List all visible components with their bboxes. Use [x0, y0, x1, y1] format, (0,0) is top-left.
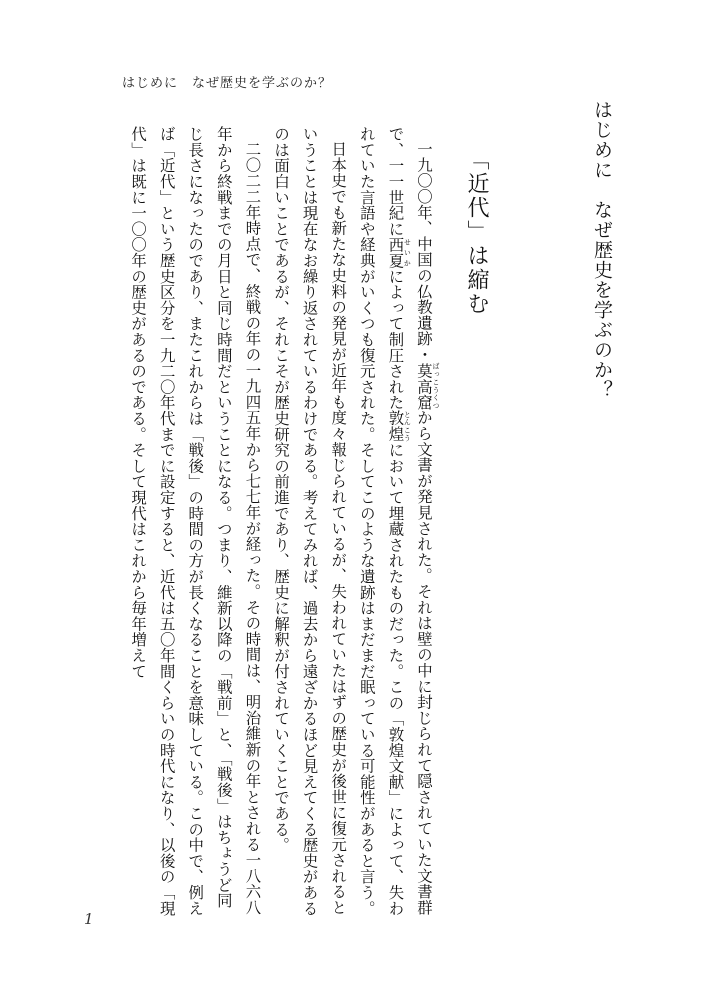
- ruby-reading: とんこう: [403, 410, 412, 443]
- section-title: 「近代」は縮む: [464, 148, 489, 316]
- ruby-reading: ばっこうくつ: [432, 362, 440, 410]
- text-run: 日本史でも新たな史料の発見が近年も度々報じられているが、失われていたはずの歴史が後世に復元されるということは現在なお繰り返されているわけである。考えてみれば、過去から遠ざかるほど見えてくる歴史があるのは面白いことであるが、それこそが歴史研究の前進であり、歴史に解釈が付されていくことである。: [272, 126, 348, 916]
- chapter-title: はじめに なぜ歴史を学ぶのか？: [591, 100, 613, 400]
- text-run: から文書が発見された。それは壁の中に封じられて隠されていた文書群で、一一世紀に: [386, 126, 433, 916]
- ruby-annotation: 西夏 せいか: [386, 236, 412, 269]
- running-head: はじめに なぜ歴史を学ぶのか？: [122, 76, 333, 91]
- ruby-annotation: 莫高窟 ばっこうくつ: [415, 362, 440, 410]
- text-run: 一九〇〇年、中国の仏教遺跡・: [415, 141, 433, 363]
- ruby-annotation: 敦煌 とんこう: [386, 410, 412, 443]
- text-run: 二〇二二年時点で、終戦の年の一九四五年から七七年が経った。その時間は、明治維新の年とされる一八六八年から終戦までの月日と同じ時間だということになる。つまり、維新以降の「戦前」と、「戦後」はちょうど同じ長さになったのであり、またこれからは「戦後」の時間の方が長くなることを意味している。この中で、例えば「近代」という歴史区分を一九二〇年代までに設定すると、近代は五〇年間くらいの時代になり、以後の「現代」は既に一〇〇年の歴史があるのである。そして現代はこれから毎年増えて: [129, 126, 262, 916]
- ruby-reading: せいか: [403, 236, 412, 269]
- text-run: において埋蔵されたものだった。この「敦煌文献」によって、失われていた言語や経典がいくつも復元された。そしてこのような遺跡はまだまだ眠っている可能性があると言う。: [357, 126, 405, 917]
- page-number: 1: [84, 910, 94, 928]
- paragraph-1: [352, 126, 440, 918]
- body-text: [96, 126, 440, 918]
- paragraph-2: [266, 126, 352, 918]
- paragraph-3: [123, 126, 266, 918]
- text-run: によって制圧された: [386, 268, 405, 411]
